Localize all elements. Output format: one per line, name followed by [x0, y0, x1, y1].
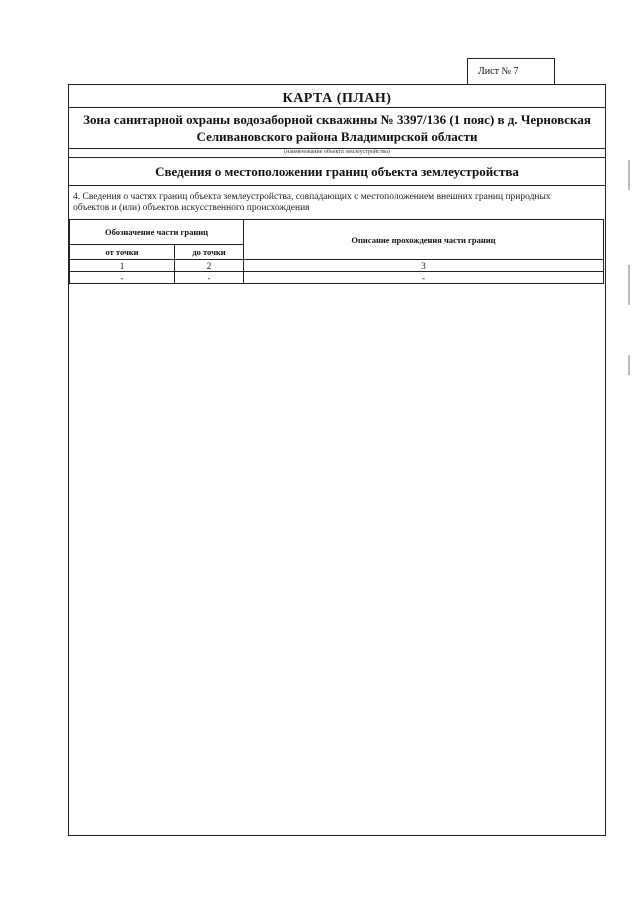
table-cell: -: [175, 272, 244, 284]
boundary-parts-table: [69, 219, 604, 284]
section-title: Сведения о местоположении границ объекта землеустройства: [155, 164, 519, 179]
divider: [69, 185, 605, 186]
scan-artifact: [628, 160, 630, 190]
section-paragraph: 4. Сведения о частях границ объекта землеустройства, совпадающих с местоположением внешних границ природных объектов и (или) объектов искусственного происхождения: [73, 192, 551, 213]
scan-artifact: [628, 265, 630, 305]
from-point-header: от точки: [70, 245, 175, 260]
zone-name: Зона санитарной охраны водозаборной скважины № 3397/136 (1 пояс) в д. Черновская Селивановского района Владимирской области: [83, 112, 591, 144]
description-header: Описание прохождения части границ: [244, 220, 604, 260]
sheet-number-label: Лист № 7: [478, 66, 519, 77]
map-frame: [68, 84, 606, 836]
to-point-header: до точки: [175, 245, 244, 260]
document-title: КАРТА (ПЛАН): [282, 91, 392, 106]
zone-caption: (наименование объекта землеустройства): [284, 149, 390, 155]
group-header: Обозначение части границ: [70, 220, 244, 245]
table-cell: -: [70, 272, 175, 284]
divider: [69, 157, 605, 158]
table-cell: -: [244, 272, 604, 284]
divider: [69, 107, 605, 108]
column-number: 2: [175, 260, 244, 272]
column-number: 1: [70, 260, 175, 272]
column-number: 3: [244, 260, 604, 272]
sheet-number-tab: [467, 58, 555, 84]
scan-artifact: [628, 355, 630, 375]
table-row: [70, 272, 604, 284]
